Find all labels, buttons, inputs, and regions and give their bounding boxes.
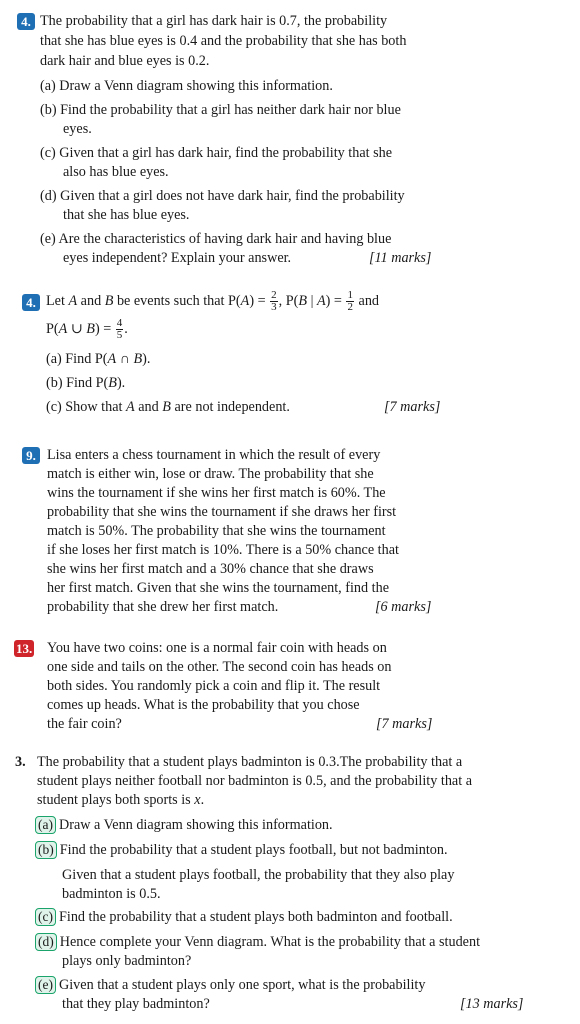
question-text-line: she wins her first match and a 30% chance that she draws	[47, 561, 374, 577]
marks-label: [7 marks]	[376, 716, 433, 732]
question-number-badge: 4.	[17, 13, 35, 30]
part-c-text: (c) Show that A and B are not independent.	[46, 399, 290, 415]
question-text-line: student plays both sports is x.	[37, 792, 205, 808]
part-label-badge: (c)	[35, 908, 56, 926]
part-e-text: (e) Are the characteristics of having dark hair and having blue	[40, 231, 392, 247]
fraction: $\frac{2}{3}$	[271, 289, 277, 314]
part-d-text: (d) Given that a girl does not have dark hair, find the probability	[40, 188, 405, 204]
part-d-text-cont: that she has blue eyes.	[63, 207, 190, 223]
question-text-line: dark hair and blue eyes is 0.2.	[40, 53, 210, 69]
part-label-badge: (a)	[35, 816, 56, 834]
question-text-line: that she has blue eyes is 0.4 and the probability that she has both	[40, 33, 407, 49]
question-text-line: The probability that a student plays badminton is 0.3.The probability that a	[37, 754, 463, 770]
question-text-line: P(A ∪ B) = $\frac{4}{5}$ .	[46, 317, 128, 342]
question-text-line: Lisa enters a chess tournament in which the result of every	[47, 447, 381, 463]
question-number-badge: 9.	[22, 447, 40, 464]
question-text-line: probability that she wins the tournament if she draws her first	[47, 504, 397, 520]
question-number-badge: 13.	[16, 641, 33, 656]
question-text-line: comes up heads. What is the probability that you chose	[47, 697, 360, 713]
part-d-text-cont: plays only badminton?	[62, 953, 192, 969]
question-text-line: You have two coins: one is a normal fair coin with heads on	[47, 640, 387, 656]
part-a-text: (a) Draw a Venn diagram showing this information.	[40, 78, 333, 94]
part-a-text: (a) Draw a Venn diagram showing this information.	[35, 816, 333, 835]
part-e-text: (e) Given that a student plays only one sport, what is the probability	[35, 976, 425, 995]
question-text-line: probability that she drew her first match.	[47, 599, 279, 615]
question-text-line: The probability that a girl has dark hair is 0.7, the probability	[40, 13, 388, 29]
part-c-text: (c) Find the probability that a student plays both badminton and football.	[35, 908, 453, 927]
info-text: Given that a student plays football, the probability that they also play	[62, 867, 455, 883]
part-b-text: (b) Find the probability that a girl has neither dark hair nor blue	[40, 102, 401, 118]
question-number: 3.	[15, 754, 26, 770]
fraction: $\frac{1}{2}$	[347, 289, 353, 314]
question-text-line: one side and tails on the other. The second coin has heads on	[47, 659, 392, 675]
part-b-text: (b) Find the probability that a student plays football, but not badminton.	[35, 841, 448, 860]
part-label-badge: (b)	[35, 841, 57, 859]
part-c-text: (c) Given that a girl has dark hair, find the probability that she	[40, 145, 393, 161]
question-text-line: the fair coin?	[47, 716, 122, 732]
question-text-line: student plays neither football nor badminton is 0.5, and the probability that a	[37, 773, 472, 789]
question-text-line: wins the tournament if she wins her first match is 60%. The	[47, 485, 386, 501]
part-d-text: (d) Hence complete your Venn diagram. What is the probability that a student	[35, 933, 480, 952]
part-b-text-cont: eyes.	[63, 121, 92, 137]
part-a-text: (a) Find P(A ∩ B).	[46, 351, 151, 367]
part-label-badge: (d)	[35, 933, 57, 951]
question-text-line: match is either win, lose or draw. The probability that she	[47, 466, 374, 482]
marks-label: [6 marks]	[375, 599, 432, 615]
question-text-line: both sides. You randomly pick a coin and flip it. The result	[47, 678, 381, 694]
info-text-cont: badminton is 0.5.	[62, 886, 161, 902]
question-text-line: Let A and B be events such that P(A) = $\frac{2}{3}$ , P(B | A) = $\frac{1}{2}$ and	[46, 289, 380, 314]
question-text-line: if she loses her first match is 10%. There is a 50% chance that	[47, 542, 399, 558]
marks-label: [11 marks]	[369, 250, 432, 266]
part-e-text-cont: eyes independent? Explain your answer.	[63, 250, 292, 266]
question-text-line: her first match. Given that she wins the tournament, find the	[47, 580, 389, 596]
part-b-text: (b) Find P(B).	[46, 375, 126, 391]
question-number-badge: 4.	[22, 294, 40, 311]
fraction: $\frac{4}{5}$	[116, 317, 123, 342]
part-c-text-cont: also has blue eyes.	[63, 164, 169, 180]
marks-label: [7 marks]	[384, 399, 441, 415]
part-label-badge: (e)	[35, 976, 56, 994]
question-text-line: match is 50%. The probability that she wins the tournament	[47, 523, 386, 539]
part-e-text-cont: that they play badminton?	[62, 996, 210, 1012]
marks-label: [13 marks]	[460, 996, 524, 1012]
